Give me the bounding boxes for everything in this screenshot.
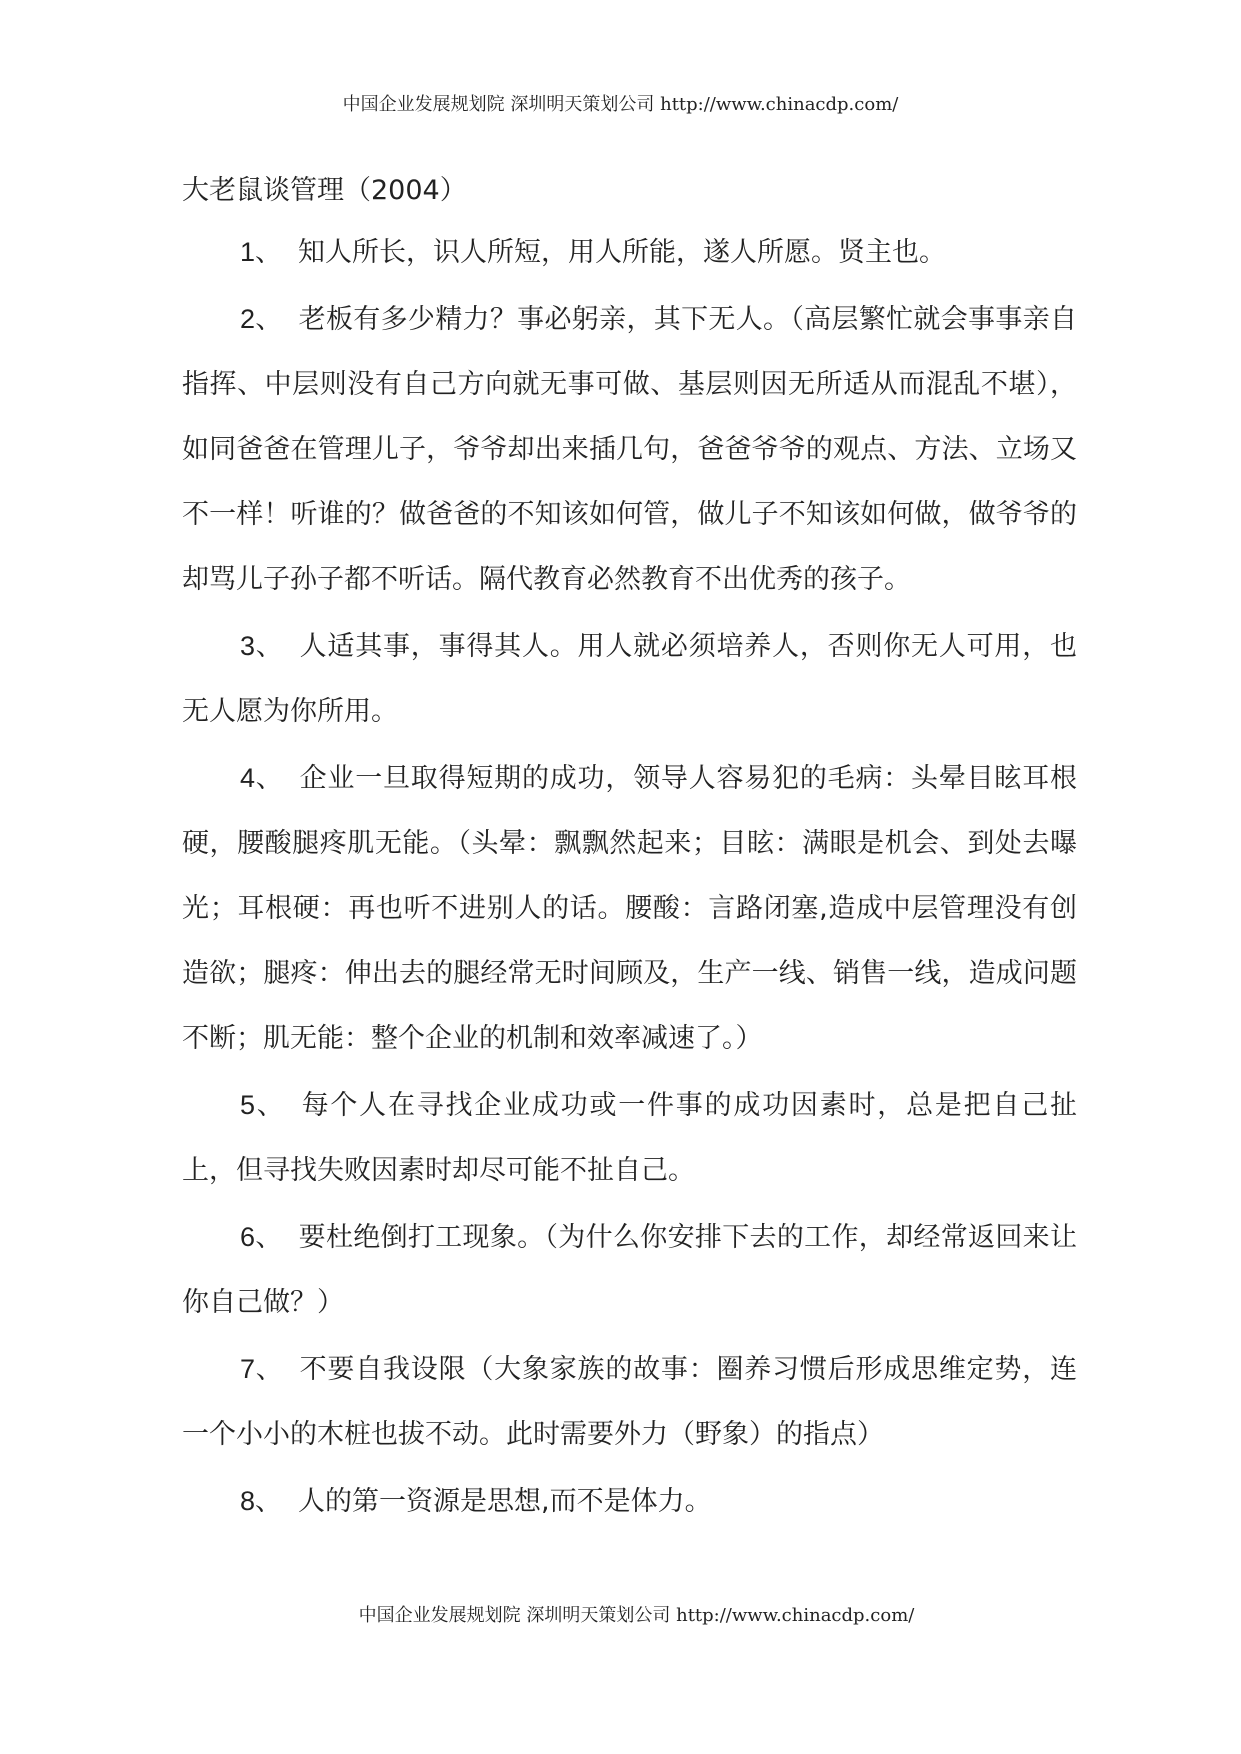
item-number: 5、	[240, 1090, 286, 1120]
item-number: 3、	[240, 631, 284, 661]
page-footer: 中国企业发展规划院 深圳明天策划公司 http://www.chinacdp.com/	[358, 1605, 915, 1626]
list-item	[182, 1205, 1077, 1335]
item-number: 8、	[240, 1486, 283, 1516]
item-number: 1、	[240, 237, 283, 267]
item-text: 企业一旦取得短期的成功，领导人容易犯的毛病：头晕目眩耳根硬，腰酸腿疼肌无能。（头晕：飘飘然起来；目眩：满眼是机会、到处去曝光；耳根硬：再也听不进别人的话。腰酸：言路闭塞,造成中层管理没有创造欲；腿疼：伸出去的腿经常无时间顾及，生产一线、销售一线，造成问题不断；肌无能：整个企业的机制和效率减速了。）	[182, 763, 1077, 1054]
item-number: 6、	[240, 1222, 283, 1252]
document-title: 大老鼠谈管理（2004）	[182, 175, 467, 206]
item-text: 不要自我设限（大象家族的故事：圈养习惯后形成思维定势，连一个小小的木桩也拔不动。此时需要外力（野象）的指点）	[182, 1354, 1077, 1450]
item-text: 要杜绝倒打工现象。（为什么你安排下去的工作，却经常返回来让你自己做？）	[182, 1222, 1077, 1318]
item-text: 老板有多少精力？事必躬亲，其下无人。（高层繁忙就会事事亲自指挥、中层则没有自己方向就无事可做、基层则因无所适从而混乱不堪），如同爸爸在管理儿子，爷爷却出来插几句，爸爸爷爷的观点、方法、立场又不一样！听谁的？做爸爸的不知该如何管，做儿子不知该如何做，做爷爷的却骂儿子孙子都不听话。隔代教育必然教育不出优秀的孩子。	[182, 304, 1077, 595]
document-body	[182, 162, 1077, 1536]
item-number: 2、	[240, 304, 283, 334]
list-item	[182, 614, 1077, 744]
list-item	[182, 1469, 1077, 1534]
list-item	[182, 1337, 1077, 1467]
list-item	[182, 1073, 1077, 1203]
item-number: 7、	[240, 1354, 284, 1384]
item-text: 知人所长，识人所短，用人所能，遂人所愿。贤主也。	[298, 237, 947, 268]
list-item	[182, 287, 1077, 612]
list-item	[182, 220, 1077, 285]
item-number: 4、	[240, 763, 284, 793]
list-item	[182, 746, 1077, 1071]
item-text: 人的第一资源是思想,而不是体力。	[298, 1486, 712, 1517]
page-header: 中国企业发展规划院 深圳明天策划公司 http://www.chinacdp.com/	[342, 94, 899, 115]
item-text: 每个人在寻找企业成功或一件事的成功因素时，总是把自己扯上，但寻找失败因素时却尽可能不扯自己。	[182, 1090, 1077, 1186]
item-text: 人适其事，事得其人。用人就必须培养人，否则你无人可用，也无人愿为你所用。	[182, 631, 1077, 727]
